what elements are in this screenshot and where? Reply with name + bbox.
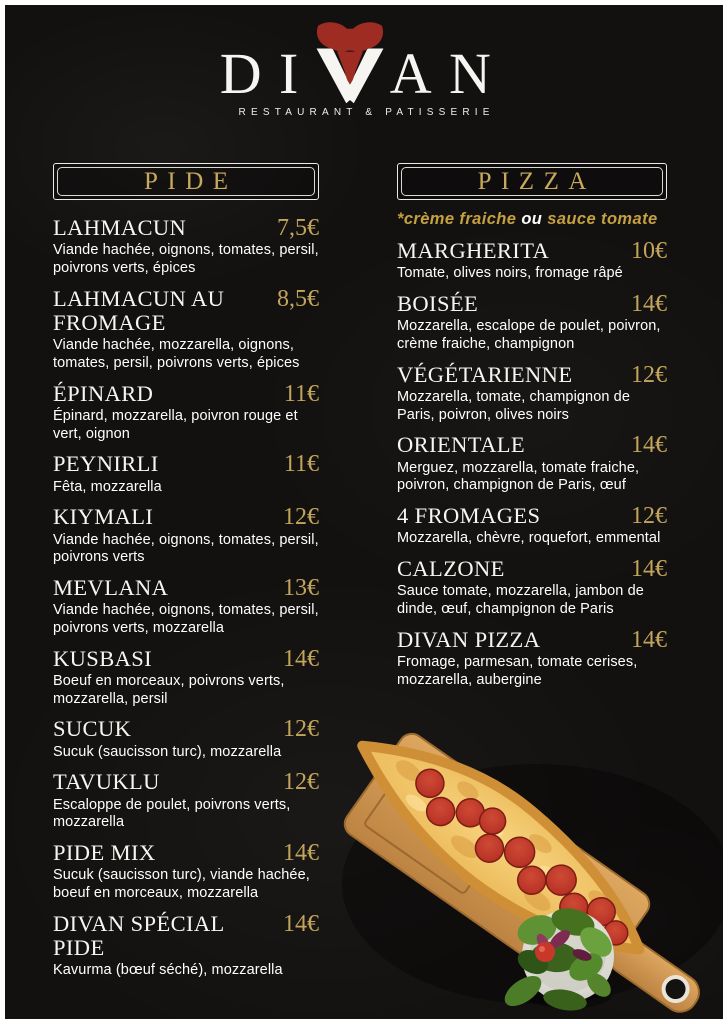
menu-item-row bbox=[397, 628, 667, 652]
menu-item-name: LAHMACUN AU FROMAGE bbox=[53, 285, 225, 335]
menu-item bbox=[397, 239, 667, 283]
menu-item-description: Viande hachée, mozzarella, oignons, tomates, persil, poivrons verts, épices bbox=[53, 337, 300, 371]
pizza-sauce-note bbox=[397, 210, 667, 229]
menu-item bbox=[53, 717, 319, 761]
menu-item-row bbox=[397, 363, 667, 387]
menu-item-price: 11€ bbox=[283, 380, 319, 407]
menu-item bbox=[397, 504, 667, 548]
menu-item-description: Escaloppe de poulet, poivrons verts, mozzarella bbox=[53, 796, 291, 831]
pizza-column bbox=[397, 163, 667, 698]
menu-item-row bbox=[53, 912, 319, 961]
menu-item-row bbox=[53, 287, 319, 336]
bull-horns-icon bbox=[312, 21, 388, 105]
menu-item-description: Fromage, parmesan, tomate cerises, mozzarella, aubergine bbox=[397, 653, 638, 688]
menu-item-row bbox=[53, 505, 319, 529]
menu-item-price: 8,5€ bbox=[277, 285, 319, 312]
pizza-item-list bbox=[397, 239, 667, 689]
menu-item bbox=[397, 433, 667, 495]
menu-item-name: BOISÉE bbox=[397, 290, 479, 316]
pide-section-header bbox=[53, 163, 319, 200]
menu-item-price: 12€ bbox=[631, 361, 667, 388]
menu-item-price: 12€ bbox=[283, 716, 319, 743]
menu-item-name: PIDE MIX bbox=[53, 839, 156, 865]
menu-item-description: Épinard, mozzarella, poivron rouge et vert, oignon bbox=[53, 407, 298, 442]
pide-header-label: PIDE bbox=[143, 168, 238, 195]
menu-item-name: PEYNIRLI bbox=[53, 451, 159, 477]
note-part-creme: *crème fraiche bbox=[397, 210, 522, 228]
menu-item-name: LAHMACUN bbox=[53, 215, 187, 240]
menu-item-name: MEVLANA bbox=[53, 574, 169, 600]
menu-item-price: 14€ bbox=[283, 645, 319, 672]
menu-item bbox=[53, 216, 319, 278]
menu-item-name: SUCUK bbox=[53, 716, 132, 742]
menu-item bbox=[53, 382, 319, 444]
menu-item-row bbox=[397, 239, 667, 263]
note-part-ou: ou bbox=[521, 210, 543, 228]
menu-item bbox=[53, 452, 319, 496]
menu-item-name: KIYMALI bbox=[53, 504, 154, 530]
menu-item-price: 12€ bbox=[631, 503, 667, 529]
menu-item bbox=[53, 505, 319, 567]
pizza-section-header bbox=[397, 163, 667, 200]
menu-item-name: DIVAN SPÉCIAL PIDE bbox=[53, 910, 224, 960]
menu-item-price: 13€ bbox=[283, 574, 319, 601]
menu-item-description: Fêta, mozzarella bbox=[53, 478, 162, 495]
pide-column bbox=[53, 163, 319, 989]
menu-item bbox=[53, 287, 319, 373]
logo-wordmark bbox=[5, 21, 723, 106]
menu-item-price: 12€ bbox=[283, 504, 319, 531]
menu-item-description: Sucuk (saucisson turc), viande hachée, boeuf en morceaux, mozzarella bbox=[53, 867, 310, 901]
menu-item-name: TAVUKLU bbox=[53, 769, 160, 795]
menu-item-price: 7,5€ bbox=[277, 215, 319, 241]
menu-item bbox=[53, 770, 319, 832]
menu-item-description: Boeuf en morceaux, poivrons verts, mozzarella, persil bbox=[53, 672, 285, 707]
menu-item-row bbox=[53, 717, 319, 741]
menu-item-name: ÉPINARD bbox=[53, 380, 154, 406]
menu-item-price: 14€ bbox=[283, 910, 319, 937]
menu-item-price: 12€ bbox=[283, 769, 319, 796]
menu-item-row bbox=[397, 504, 667, 528]
menu-item bbox=[53, 647, 319, 709]
menu-item-row bbox=[53, 841, 319, 865]
menu-item-name: CALZONE bbox=[397, 555, 505, 581]
pide-item-list bbox=[53, 216, 319, 980]
menu-item-price: 10€ bbox=[631, 238, 667, 264]
menu-item-row bbox=[53, 576, 319, 600]
logo-letters-left: DI bbox=[219, 41, 316, 106]
menu-item-price: 11€ bbox=[283, 451, 319, 478]
menu-item-price: 14€ bbox=[283, 839, 319, 866]
menu-item bbox=[397, 557, 667, 619]
note-part-tomate: sauce tomate bbox=[542, 210, 658, 228]
menu-item bbox=[397, 292, 667, 354]
cherry-tomato bbox=[535, 942, 555, 962]
menu-item-description: Viande hachée, oignons, tomates, persil, poivrons verts, épices bbox=[53, 242, 319, 276]
menu-item-description: Kavurma (bœuf séché), mozzarella bbox=[53, 962, 283, 979]
menu-item-row bbox=[53, 216, 319, 240]
menu-item-description: Tomate, olives noirs, fromage râpé bbox=[397, 265, 623, 282]
pide-on-wooden-board-with-salad-photo bbox=[337, 699, 723, 1024]
menu-item-price: 14€ bbox=[631, 626, 667, 653]
menu-item-row bbox=[53, 770, 319, 794]
menu-item-row bbox=[53, 382, 319, 406]
menu-item bbox=[53, 912, 319, 980]
menu-item-row bbox=[397, 292, 667, 316]
menu-item-price: 14€ bbox=[631, 555, 667, 582]
menu-item bbox=[53, 841, 319, 903]
menu-item-name: 4 FROMAGES bbox=[397, 503, 541, 528]
menu-item-row bbox=[53, 452, 319, 476]
menu-item-price: 14€ bbox=[631, 432, 667, 459]
menu-item-description: Mozzarella, escalope de poulet, poivron, crème fraiche, champignon bbox=[397, 318, 661, 352]
menu-item-row bbox=[397, 557, 667, 581]
logo-tagline: RESTAURANT & PATISSERIE bbox=[238, 107, 495, 118]
menu-item-name: ORIENTALE bbox=[397, 432, 526, 458]
menu-item-description: Viande hachée, oignons, tomates, persil, poivrons verts, mozzarella bbox=[53, 602, 319, 636]
menu-item bbox=[53, 576, 319, 638]
pizza-header-label: PIZZA bbox=[477, 168, 596, 195]
menu-item-description: Mozzarella, chèvre, roquefort, emmental bbox=[397, 530, 661, 547]
menu-item-name: VÉGÉTARIENNE bbox=[397, 361, 573, 387]
menu-item-name: KUSBASI bbox=[53, 645, 153, 671]
menu-item-description: Mozzarella, tomate, champignon de Paris, poivron, olives noirs bbox=[397, 388, 631, 423]
menu-item-price: 14€ bbox=[631, 290, 667, 317]
restaurant-logo bbox=[5, 21, 723, 118]
menu-item-description: Sauce tomate, mozzarella, jambon de dinde, œuf, champignon de Paris bbox=[397, 583, 644, 617]
menu-item-description: Sucuk (saucisson turc), mozzarella bbox=[53, 743, 282, 760]
logo-letters-right: AN bbox=[389, 41, 509, 106]
menu-item-row bbox=[397, 433, 667, 457]
menu-item bbox=[397, 628, 667, 690]
menu-item-description: Merguez, mozzarella, tomate fraiche, poivron, champignon de Paris, œuf bbox=[397, 459, 640, 494]
menu-item-description: Viande hachée, oignons, tomates, persil, poivrons verts bbox=[53, 531, 319, 566]
menu-item bbox=[397, 363, 667, 425]
menu-item-name: DIVAN PIZZA bbox=[397, 626, 541, 652]
menu-item-name: MARGHERITA bbox=[397, 238, 550, 263]
menu-item-row bbox=[53, 647, 319, 671]
